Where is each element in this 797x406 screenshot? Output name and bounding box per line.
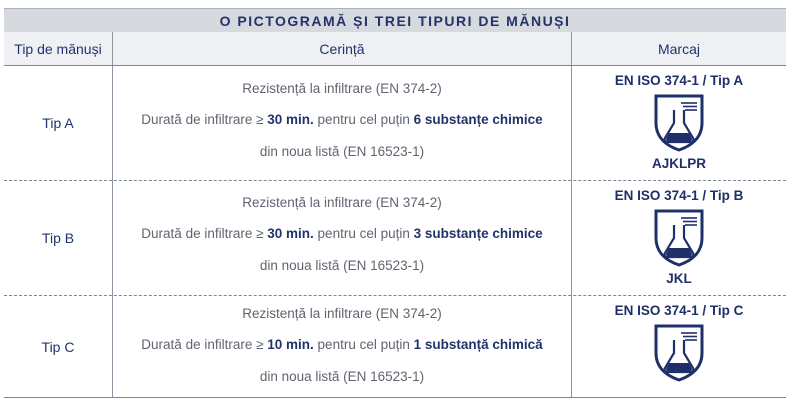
requirement-line: Rezistență la infiltrare (EN 374-2) xyxy=(242,81,442,96)
table-title: O PICTOGRAMĂ ȘI TREI TIPURI DE MĂNUȘI xyxy=(4,8,786,33)
chemical-code: JKL xyxy=(666,271,692,286)
requirement-text: pentru cel puțin xyxy=(313,226,414,241)
row-marking-b xyxy=(572,181,786,295)
row-requirement-c xyxy=(113,296,571,397)
header-requirement: Cerință xyxy=(113,32,571,65)
chemical-protection-shield-flask-icon xyxy=(653,323,705,383)
chemical-code: AJKLPR xyxy=(651,156,706,171)
chemical-protection-shield-flask-icon xyxy=(653,208,705,268)
requirement-text: Durată de infiltrare ≥ xyxy=(141,337,268,352)
chemical-protection-shield-flask-icon xyxy=(653,93,705,153)
row-type-b: Tip B xyxy=(41,230,75,246)
row-marking-a xyxy=(572,66,786,180)
duration-value: 30 min. xyxy=(267,226,314,241)
requirement-line xyxy=(113,337,571,352)
requirement-text: pentru cel puțin xyxy=(313,112,414,127)
requirement-text: Durată de infiltrare ≥ xyxy=(141,226,268,241)
table-bottom-border xyxy=(4,397,786,398)
substance-count: 3 substanțe chimice xyxy=(413,226,543,241)
requirement-line: Rezistență la infiltrare (EN 374-2) xyxy=(242,306,442,321)
requirement-line: din noua listă (EN 16523-1) xyxy=(259,369,425,384)
header-marking: Marcaj xyxy=(572,32,786,65)
row-type-c: Tip C xyxy=(41,338,75,355)
row-requirement-b xyxy=(113,181,571,295)
requirement-line: din noua listă (EN 16523-1) xyxy=(259,144,425,159)
standard-label: EN ISO 374-1 / Tip B xyxy=(614,188,744,203)
requirement-line: din noua listă (EN 16523-1) xyxy=(259,258,425,273)
standard-label: EN ISO 374-1 / Tip A xyxy=(614,73,744,88)
requirement-line: Rezistență la infiltrare (EN 374-2) xyxy=(242,195,442,210)
requirement-text: pentru cel puțin xyxy=(313,337,414,352)
row-type-a: Tip A xyxy=(42,115,74,131)
header-type: Tip de mănuși xyxy=(4,32,112,65)
substance-count: 1 substanță chimică xyxy=(413,337,543,352)
duration-value: 10 min. xyxy=(267,337,314,352)
requirement-line xyxy=(113,226,571,241)
row-requirement-a xyxy=(113,66,571,180)
row-marking-c xyxy=(572,296,786,397)
requirement-text: Durată de infiltrare ≥ xyxy=(141,112,268,127)
requirement-line xyxy=(113,112,571,127)
duration-value: 30 min. xyxy=(267,112,314,127)
substance-count: 6 substanțe chimice xyxy=(413,112,543,127)
standard-label: EN ISO 374-1 / Tip C xyxy=(614,303,744,318)
